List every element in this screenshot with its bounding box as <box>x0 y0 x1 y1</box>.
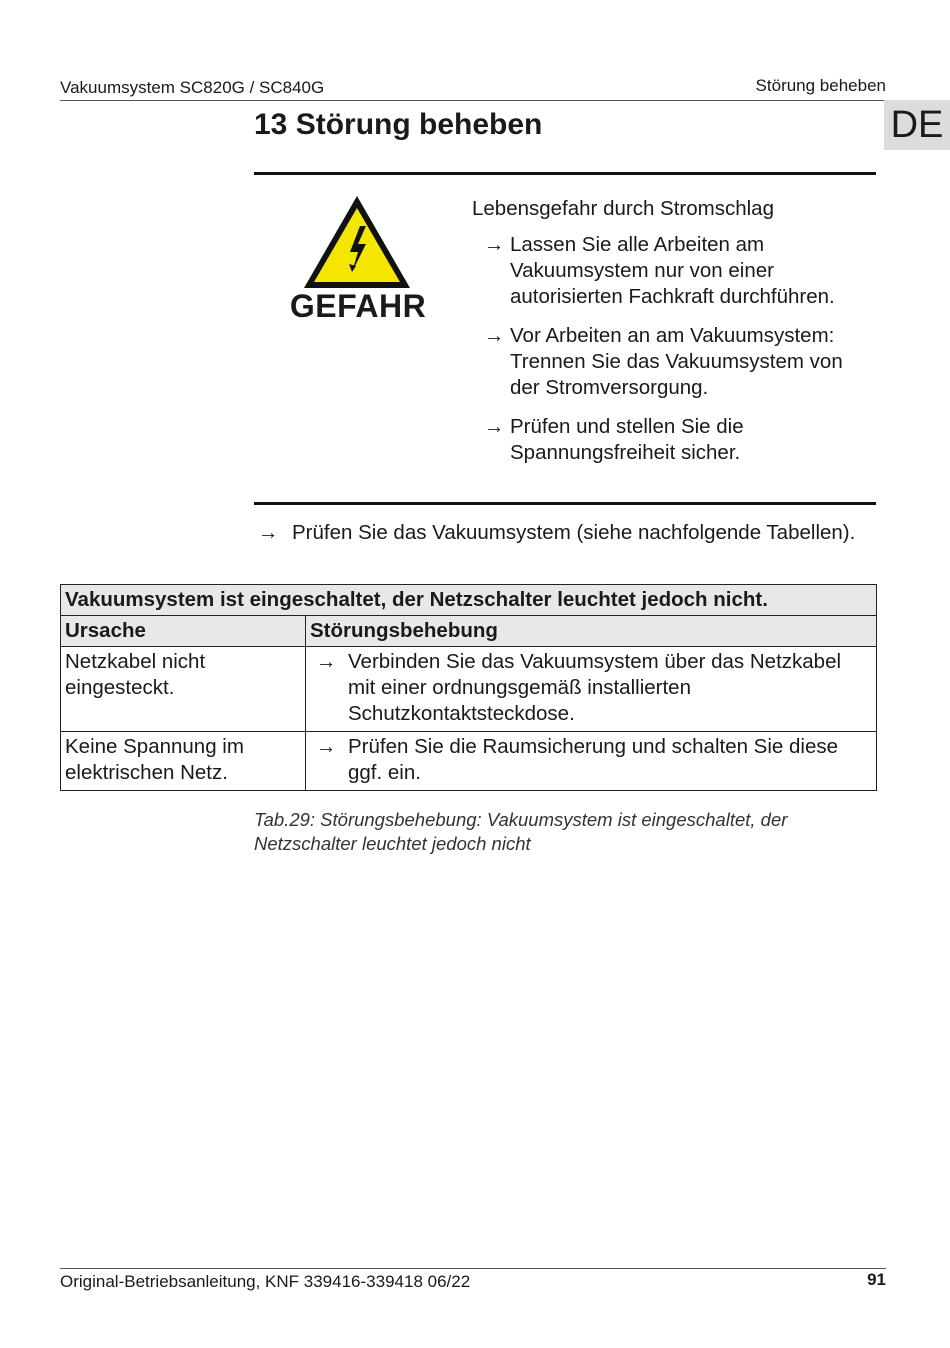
running-header-left: Vakuumsystem SC820G / SC840G <box>60 78 325 97</box>
cause-cell: Keine Spannung im elektrischen Netz. <box>61 732 306 791</box>
warning-top-rule <box>254 172 876 175</box>
warning-bullet: → Prüfen und stellen Sie die Spannungsfreiheit sicher. <box>484 415 744 464</box>
table-row <box>61 732 877 791</box>
instruction-step: → Prüfen Sie das Vakuumsystem (siehe nachfolgende Tabellen). <box>258 521 856 544</box>
arrow-right-icon: → <box>258 521 279 544</box>
running-header-right: Störung beheben <box>755 76 886 95</box>
footer-doc-info: Original-Betriebsanleitung, KNF 339416-339418 06/22 <box>60 1272 471 1291</box>
column-header-cause: Ursache <box>61 616 306 647</box>
troubleshooting-table <box>60 584 877 791</box>
cause-cell: Netzkabel nicht eingesteckt. <box>61 647 306 732</box>
arrow-right-icon: → <box>316 735 337 758</box>
warning-bottom-rule <box>254 502 876 505</box>
arrow-right-icon: → <box>316 650 337 673</box>
danger-label: GEFAHR <box>289 288 427 324</box>
warning-lead: Lebensgefahr durch Stromschlag <box>472 197 774 220</box>
header-divider <box>60 100 886 101</box>
electric-hazard-icon <box>300 192 414 292</box>
table-row <box>61 647 877 732</box>
arrow-right-icon: → <box>484 324 505 347</box>
language-tab: DE <box>884 100 950 150</box>
fix-cell: → Prüfen Sie die Raumsicherung und schalten Sie diese ggf. ein. <box>306 732 877 791</box>
table-caption: Tab.29: Störungsbehebung: Vakuumsystem ist eingeschaltet, der Netzschalter leuchtet jedoch nicht <box>254 809 788 854</box>
arrow-right-icon: → <box>484 415 505 438</box>
table-title: Vakuumsystem ist eingeschaltet, der Netzschalter leuchtet jedoch nicht. <box>61 585 877 616</box>
column-header-fix: Störungsbehebung <box>306 616 877 647</box>
warning-bullet: → Lassen Sie alle Arbeiten am Vakuumsystem nur von einer autorisierten Fachkraft durchführen. <box>484 233 835 308</box>
fix-cell: → Verbinden Sie das Vakuumsystem über das Netzkabel mit einer ordnungsgemäß installierten Schutzkontaktsteckdose. <box>306 647 877 732</box>
footer-divider <box>60 1268 886 1269</box>
arrow-right-icon: → <box>484 233 505 256</box>
page-number: 91 <box>867 1270 886 1289</box>
chapter-title: 13 Störung beheben <box>254 108 543 141</box>
warning-text <box>472 196 872 479</box>
warning-bullet: → Vor Arbeiten an am Vakuumsystem: Trennen Sie das Vakuumsystem von der Stromversorgung. <box>484 324 843 399</box>
